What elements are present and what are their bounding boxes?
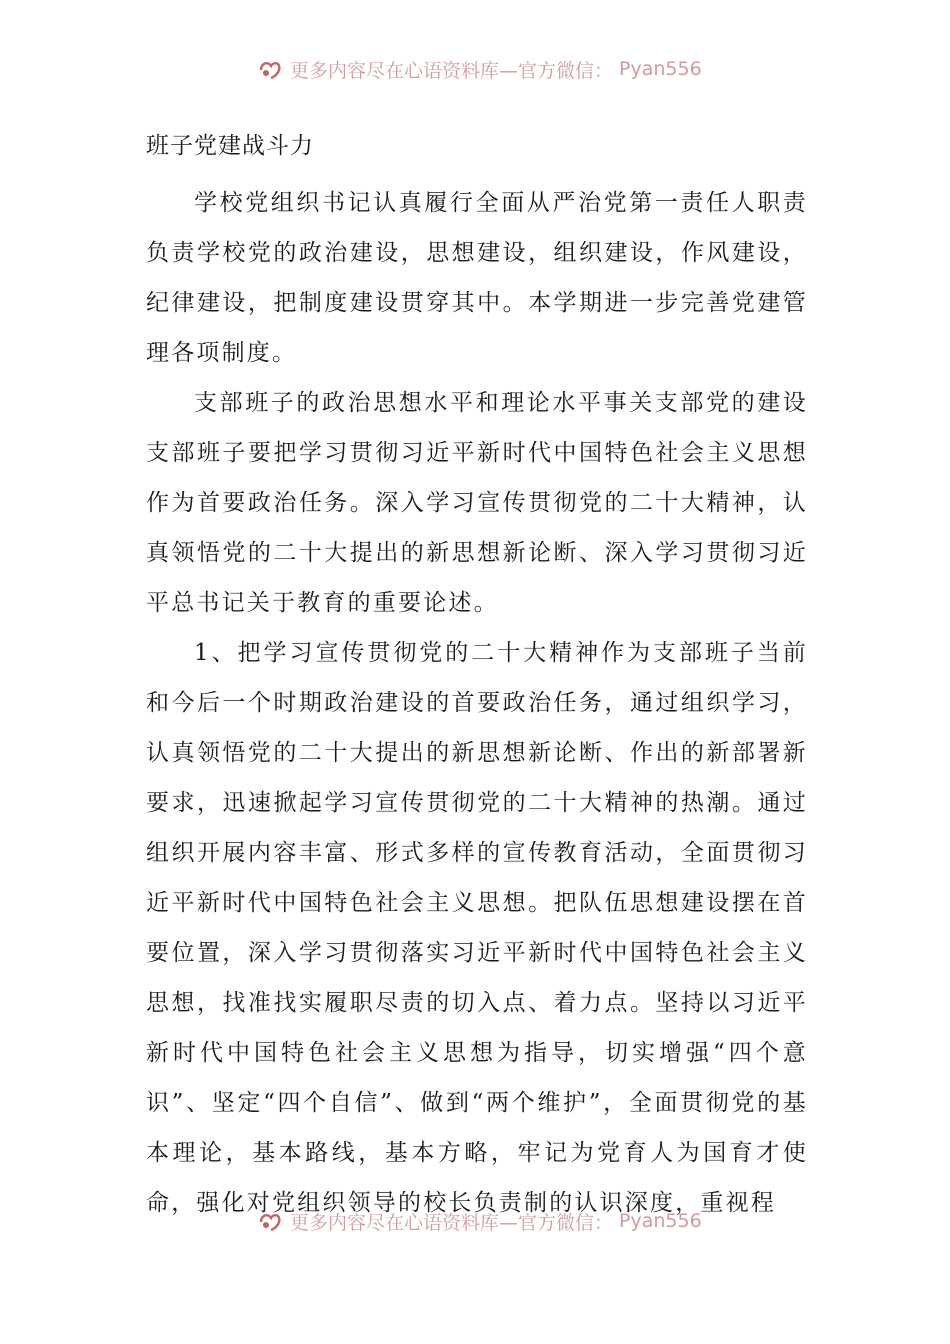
- paragraph-1: 学校党组织书记认真履行全面从严治党第一责任人职责负责学校党的政治建设，思想建设，组织建设，作风建设，纪律建设，把制度建设贯穿其中。本学期进一步完善党建管理各项制度。: [146, 190, 808, 366]
- watermark-footer: [258, 1208, 702, 1234]
- watermark-header: [258, 56, 702, 82]
- watermark-text: 更多内容尽在心语资料库—官方微信：: [290, 59, 614, 82]
- section-heading: 班子党建战斗力: [146, 133, 314, 159]
- paragraph-3: 1、把学习宣传贯彻党的二十大精神作为支部班子当前和今后一个时期政治建设的首要政治任务，通过组织学习，认真领悟党的二十大提出的新思想新论断、作出的新部署新要求，迅速掀起学习宣传贯彻党的二十大精神的热潮。通过组织开展内容丰富、形式多样的宣传教育活动，全面贯彻习近平新时代中国特色社会主义思想。把队伍思想建设摆在首要位置，深入学习贯彻落实习近平新时代中国特色社会主义思想，找准找实履职尽责的切入点、着力点。坚持以习近平新时代中国特色社会主义思想为指导，切实增强“四个意识”、坚定“四个自信”、做到“两个维护”，全面贯彻党的基本理论，基本路线，基本方略，牢记为党育人为国育才使命，强化对党组织领导的校长负责制的认识深度，重视程: [146, 640, 808, 1216]
- paragraph-2: 支部班子的政治思想水平和理论水平事关支部党的建设支部班子要把学习贯彻习近平新时代中国特色社会主义思想作为首要政治任务。深入学习宣传贯彻党的二十大精神，认真领悟党的二十大提出的新思想新论断、深入学习贯彻习近平总书记关于教育的重要论述。: [146, 390, 808, 616]
- watermark-handle: Pyan556: [619, 1210, 702, 1232]
- logo-icon: [258, 1210, 284, 1232]
- document-body: [146, 128, 808, 1228]
- watermark-handle: Pyan556: [619, 58, 702, 80]
- watermark-text: 更多内容尽在心语资料库—官方微信：: [290, 1211, 614, 1234]
- logo-icon: [258, 58, 284, 80]
